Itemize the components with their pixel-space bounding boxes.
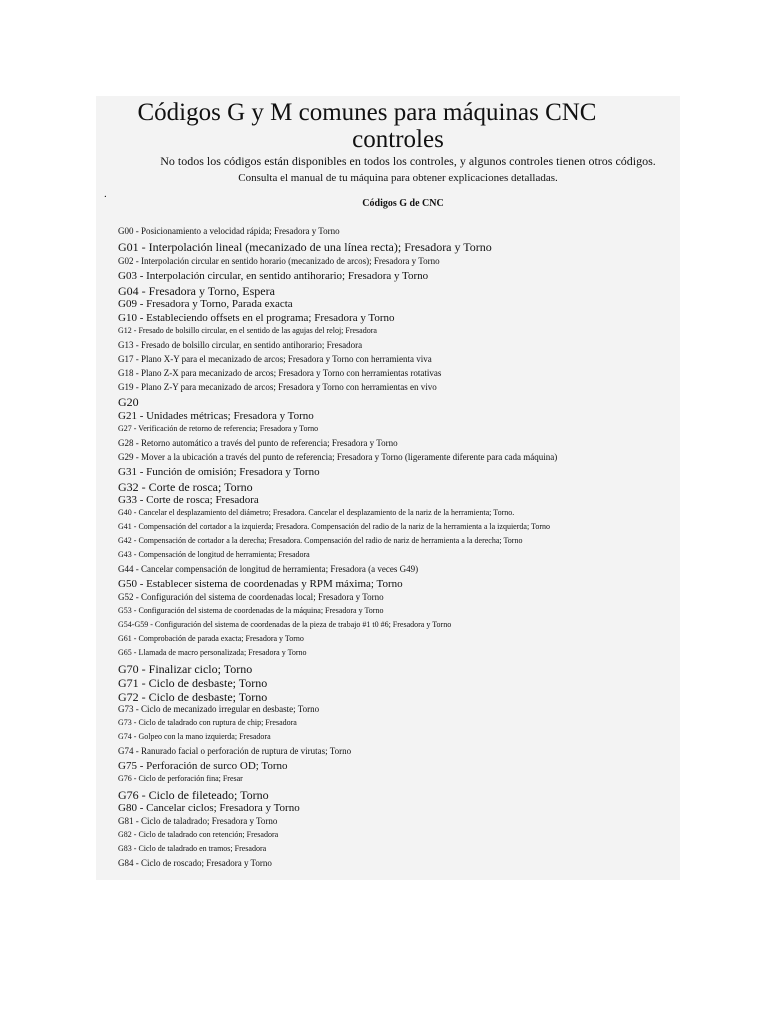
- gcode-entry: G43 - Compensación de longitud de herramienta; Fresadora: [118, 550, 310, 559]
- gcode-entry: G29 - Mover a la ubicación a través del punto de referencia; Fresadora y Torno (ligeramente diferente para cada máquina): [118, 452, 558, 462]
- gcode-entry: G74 - Golpeo con la mano izquierda; Fresadora: [118, 732, 271, 741]
- gcode-entry: G01 - Interpolación lineal (mecanizado de una línea recta); Fresadora y Torno: [118, 240, 492, 254]
- bullet-mark: .: [104, 188, 107, 200]
- gcode-entry: G76 - Ciclo de fileteado; Torno: [118, 788, 269, 802]
- gcode-entry: G72 - Ciclo de desbaste; Torno: [118, 690, 268, 704]
- gcode-entry: G20: [118, 395, 139, 409]
- subtitle-manual-note: Consulta el manual de tu máquina para obtener explicaciones detalladas.: [238, 172, 558, 184]
- gcode-entry: G10 - Estableciendo offsets en el programa; Fresadora y Torno: [118, 312, 395, 324]
- gcode-entry: G12 - Fresado de bolsillo circular, en el sentido de las agujas del reloj; Fresadora: [118, 326, 377, 335]
- gcode-entry: G32 - Corte de rosca; Torno: [118, 480, 253, 494]
- gcode-entry: G04 - Fresadora y Torno, Espera: [118, 284, 275, 298]
- gcode-entry: G21 - Unidades métricas; Fresadora y Torno: [118, 410, 314, 422]
- gcode-entry: G42 - Compensación de cortador a la derecha; Fresadora. Compensación del radio de nariz de herramienta a la derecha; Torno: [118, 536, 523, 545]
- gcode-entry: G18 - Plano Z-X para mecanizado de arcos; Fresadora y Torno con herramientas rotativas: [118, 368, 442, 378]
- gcode-entry: G44 - Cancelar compensación de longitud de herramienta; Fresadora (a veces G49): [118, 564, 419, 574]
- gcode-entry: G81 - Ciclo de taladrado; Fresadora y Torno: [118, 816, 278, 826]
- gcode-entry: G83 - Ciclo de taladrado en tramos; Fresadora: [118, 844, 267, 853]
- gcode-entry: G50 - Establecer sistema de coordenadas y RPM máxima; Torno: [118, 578, 403, 590]
- gcode-entry: G80 - Cancelar ciclos; Fresadora y Torno: [118, 802, 300, 814]
- gcode-entry: G76 - Ciclo de perforación fina; Fresar: [118, 774, 243, 783]
- subtitle-note: No todos los códigos están disponibles en todos los controles, y algunos controles tienen otros códigos.: [160, 154, 656, 168]
- gcode-entry: G03 - Interpolación circular, en sentido antihorario; Fresadora y Torno: [118, 270, 429, 282]
- page-title: [96, 99, 680, 153]
- gcode-entry: G73 - Ciclo de taladrado con ruptura de chip; Fresadora: [118, 718, 297, 727]
- title-line-1: Códigos G y M comunes para máquinas CNC: [137, 99, 597, 126]
- gcode-entry: G52 - Configuración del sistema de coordenadas local; Fresadora y Torno: [118, 592, 384, 602]
- gcode-entry: G33 - Corte de rosca; Fresadora: [118, 494, 259, 506]
- section-heading: Códigos G de CNC: [362, 198, 444, 209]
- document-page: [96, 96, 680, 880]
- gcode-entry: G71 - Ciclo de desbaste; Torno: [118, 676, 268, 690]
- gcode-entry: G00 - Posicionamiento a velocidad rápida; Fresadora y Torno: [118, 226, 340, 236]
- gcode-entry: G53 - Configuración del sistema de coordenadas de la máquina; Fresadora y Torno: [118, 606, 384, 615]
- gcode-entry: G19 - Plano Z-Y para mecanizado de arcos; Fresadora y Torno con herramientas en vivo: [118, 382, 437, 392]
- gcode-entry: G84 - Ciclo de roscado; Fresadora y Torno: [118, 858, 272, 868]
- gcode-entry: G54-G59 - Configuración del sistema de coordenadas de la pieza de trabajo #1 t0 #6; Fresadora y Torno: [118, 620, 452, 629]
- gcode-entry: G17 - Plano X-Y para el mecanizado de arcos; Fresadora y Torno con herramienta viva: [118, 354, 432, 364]
- title-line-2: controles: [352, 126, 444, 153]
- gcode-entry: G82 - Ciclo de taladrado con retención; Fresadora: [118, 830, 279, 839]
- gcode-entry: G28 - Retorno automático a través del punto de referencia; Fresadora y Torno: [118, 438, 398, 448]
- gcode-entry: G27 - Verificación de retorno de referencia; Fresadora y Torno: [118, 424, 319, 433]
- gcode-entry: G09 - Fresadora y Torno, Parada exacta: [118, 298, 293, 310]
- gcode-entry: G41 - Compensación del cortador a la izquierda; Fresadora. Compensación del radio de la nariz de la herramienta a la izquierda; Torno: [118, 522, 551, 531]
- gcode-entry: G31 - Función de omisión; Fresadora y Torno: [118, 466, 320, 478]
- gcode-entry: G74 - Ranurado facial o perforación de ruptura de virutas; Torno: [118, 746, 352, 756]
- gcode-entry: G61 - Comprobación de parada exacta; Fresadora y Torno: [118, 634, 304, 643]
- gcode-entry: G13 - Fresado de bolsillo circular, en sentido antihorario; Fresadora: [118, 340, 363, 350]
- gcode-entry: G70 - Finalizar ciclo; Torno: [118, 662, 253, 676]
- gcode-entry: G40 - Cancelar el desplazamiento del diámetro; Fresadora. Cancelar el desplazamiento de la nariz de la herramienta; Torno.: [118, 508, 515, 517]
- gcode-entry: G75 - Perforación de surco OD; Torno: [118, 760, 288, 772]
- gcode-entry: G02 - Interpolación circular en sentido horario (mecanizado de arcos); Fresadora y Torno: [118, 256, 440, 266]
- gcode-entry: G65 - Llamada de macro personalizada; Fresadora y Torno: [118, 648, 307, 657]
- gcode-entry: G73 - Ciclo de mecanizado irregular en desbaste; Torno: [118, 704, 320, 714]
